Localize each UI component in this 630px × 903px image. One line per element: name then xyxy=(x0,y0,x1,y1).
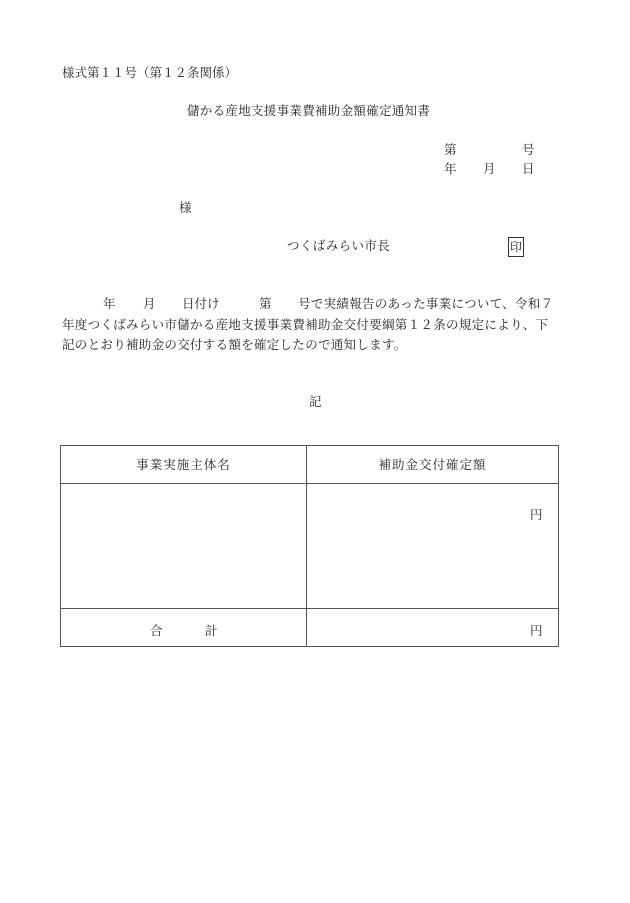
body-line2: 年度つくばみらい市儲かる産地支援事業費補助金交付要綱第１２条の規定により、下 xyxy=(62,317,549,332)
total-amount-unit: 円 xyxy=(530,623,543,638)
amount-table xyxy=(60,445,559,647)
date-month: 月 xyxy=(483,161,496,176)
column-divider xyxy=(306,446,307,646)
header-confirmed-amount: 補助金交付確定額 xyxy=(378,457,487,472)
seal-mark: 印 xyxy=(508,237,524,257)
header-divider xyxy=(61,483,558,484)
total-label-1: 合 xyxy=(150,623,163,638)
form-number: 様式第１１号（第１２条関係） xyxy=(62,65,238,80)
body-no-prefix: 第 xyxy=(259,296,272,311)
addressee-suffix: 様 xyxy=(179,200,192,215)
body-line1: 号で実績報告のあった事業について、令和７ xyxy=(298,296,554,311)
date-day: 日 xyxy=(522,161,535,176)
row-amount-unit: 円 xyxy=(530,507,543,522)
body-year: 年 xyxy=(103,296,116,311)
document-title: 儲かる産地支援事業費補助金額確定通知書 xyxy=(187,103,431,118)
sender-name: つくばみらい市長 xyxy=(287,238,391,253)
body-month: 月 xyxy=(143,296,156,311)
ki-label: 記 xyxy=(309,394,322,409)
total-divider xyxy=(61,608,558,609)
doc-number-suffix: 号 xyxy=(522,142,535,157)
doc-number-prefix: 第 xyxy=(444,142,457,157)
date-year: 年 xyxy=(444,161,457,176)
header-entity-name: 事業実施主体名 xyxy=(136,457,231,472)
body-day: 日付け xyxy=(182,296,220,311)
body-line3: 記のとおり補助金の交付する額を確定したので通知します。 xyxy=(62,337,407,352)
total-label-2: 計 xyxy=(205,623,218,638)
